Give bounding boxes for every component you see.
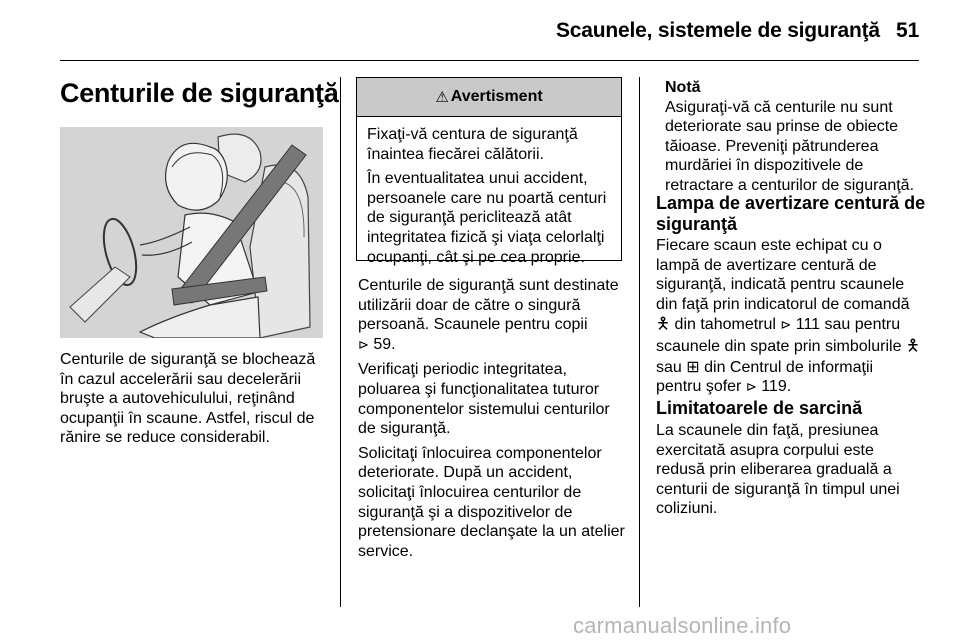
intro-paragraph (60, 350, 330, 453)
header-rule (60, 60, 919, 61)
column-2-paragraph-1 (358, 276, 630, 355)
cross-reference-link[interactable]: 111 (795, 316, 821, 334)
warning-body (357, 117, 621, 267)
cross-reference-arrow-icon: ⊳ (780, 318, 792, 334)
warning-header (357, 78, 621, 117)
lamp-text-part-2: din tahometrul (674, 316, 776, 334)
lamp-text-part-4: sau (656, 358, 682, 376)
column-2-paragraph-2: Verificaţi periodic integritatea, poluarea şi funcţionalitatea tuturor componentelor sistemului centurilor de siguranţă. (358, 361, 610, 438)
page-number: 51 (896, 19, 920, 42)
seatbelt-reminder-icon: 🯅 (656, 314, 671, 334)
cross-reference-arrow-icon: ⊳ (358, 337, 369, 353)
cross-reference-arrow-icon: ⊳ (745, 380, 757, 396)
seatbelt-illustration (60, 127, 323, 338)
paragraph-1-text: Centurile de siguranţă sunt destinate utilizării doar de către o singură persoană. Scaunele pentru copii (358, 277, 619, 334)
watermark: carmanualsonline.info (573, 613, 792, 638)
lamp-text-part-5: din Centrul de informaţii pentru şofer (656, 358, 874, 396)
warning-paragraph-1: Fixaţi-vă centura de siguranţă înaintea fiecărei călătorii. (367, 126, 578, 163)
note-label: Notă (665, 79, 701, 96)
warning-box (356, 77, 622, 266)
rear-seat-icon: ⊞ (686, 356, 700, 376)
warning-paragraph-2: În eventualitatea unui accident, persoanele care nu poartă centuri de siguranţă periclitează atât integritatea fizică şi viaţa celorlalţi ocupanţi, cât şi pe cea proprie. (367, 170, 607, 266)
column-2-paragraph-3: Solicitaţi înlocuirea componentelor deteriorate. După un accident, solicitaţi înlocuirea centurilor de siguranţă şi a dispozitivelor de pretensionare declanşate la un atelier service. (358, 444, 625, 560)
section-title: Centurile de siguranţă (60, 78, 339, 108)
limiter-section-body (656, 421, 922, 524)
seatbelt-drawing (60, 127, 323, 338)
lamp-text-part-1: Fiecare scaun este echipat cu o lampă de avertizare centură de siguranţă, indicată pentru scaunele din faţă prin indicatorul de comandă (656, 237, 910, 313)
limiter-section-title: Limitatoarele de sarcină (656, 398, 863, 418)
limiter-text: La scaunele din faţă, presiunea exercitată asupra corpului este redusă prin eliberarea graduală a centurii de siguranţă în timpul unei coliziuni. (656, 422, 900, 518)
lamp-section-title: Lampa de avertizare centură de siguranţă (656, 193, 926, 234)
warning-title: Avertisment (450, 88, 543, 105)
warning-triangle-icon: ⚠ (435, 89, 449, 106)
column-divider-2 (639, 77, 640, 607)
lamp-paragraph (656, 236, 922, 398)
lamp-text-part-3: sau pentru scaunele din spate prin simbolurile (656, 316, 902, 355)
running-header-title: Scaunele, sistemele de siguranţă (556, 19, 880, 42)
seatbelt-reminder-icon: 🯅 (905, 335, 921, 355)
cross-reference-link[interactable]: 59. (373, 335, 396, 353)
note-block (665, 78, 927, 196)
intro-text: Centurile de siguranţă se blochează în cazul accelerării sau decelerării bruşte a autovehiculului, reţinând ocupanţii în scaune. Astfel, riscul de rănire se reduce considerabil. (60, 351, 316, 447)
lamp-section-body (656, 236, 922, 403)
note-text: Asiguraţi-vă că centurile nu sunt deteriorate sau prinse de obiecte tăioase. Preveniţi pătrunderea murdăriei în dispozitivele de retractare a centurilor de siguranţă. (665, 98, 915, 194)
column-2-body (358, 276, 630, 566)
cross-reference-link[interactable]: 119. (761, 378, 792, 396)
column-divider-1 (340, 77, 341, 607)
